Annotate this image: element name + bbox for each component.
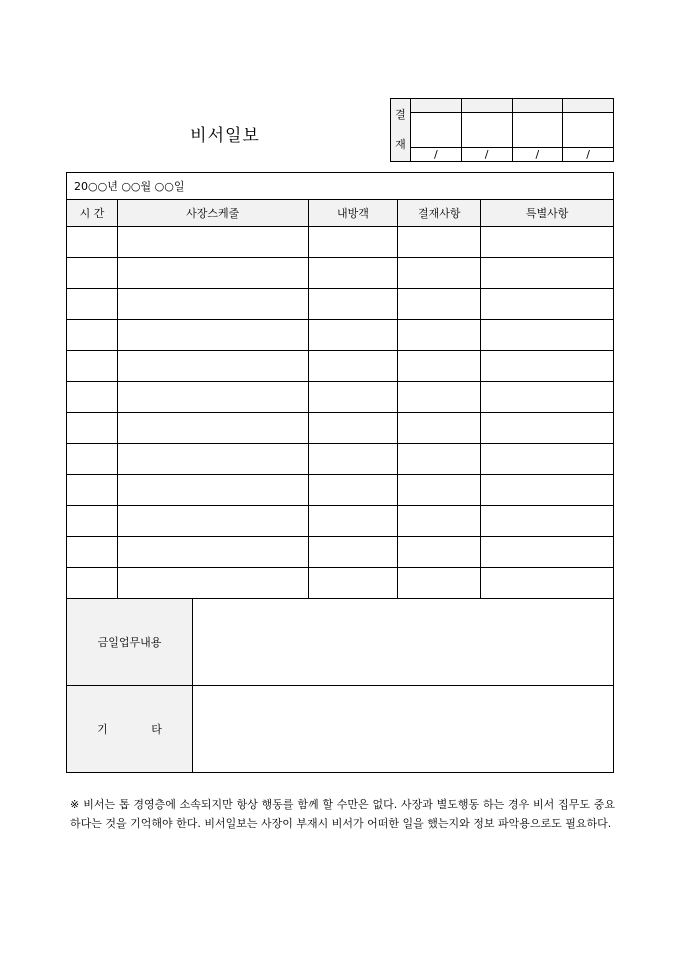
approval-date-2[interactable]: / [461, 148, 512, 162]
time-cell[interactable] [67, 506, 118, 537]
table-row [67, 258, 614, 289]
visitor-cell[interactable] [308, 258, 398, 289]
time-cell[interactable] [67, 568, 118, 599]
table-row [67, 382, 614, 413]
approval-sign-1[interactable] [411, 113, 462, 148]
approval-label-top: 결 [395, 108, 406, 121]
schedule-cell[interactable] [117, 258, 308, 289]
schedule-cell[interactable] [117, 413, 308, 444]
schedule-cell[interactable] [117, 227, 308, 258]
approval-cell[interactable] [398, 382, 481, 413]
schedule-cell[interactable] [117, 506, 308, 537]
note-cell[interactable] [481, 413, 614, 444]
page-title: 비서일보 [190, 126, 260, 146]
approval-sign-2[interactable] [461, 113, 512, 148]
approval-date-1[interactable]: / [411, 148, 462, 162]
note-cell[interactable] [481, 506, 614, 537]
col-time: 시 간 [67, 200, 118, 227]
schedule-cell[interactable] [117, 537, 308, 568]
today-work-label: 금일업무내용 [67, 599, 193, 686]
time-cell[interactable] [67, 444, 118, 475]
time-cell[interactable] [67, 258, 118, 289]
approval-cell[interactable] [398, 537, 481, 568]
approval-box [390, 98, 614, 162]
approval-cell[interactable] [398, 227, 481, 258]
approval-sign-3[interactable] [512, 113, 563, 148]
col-approval-items: 결재사항 [398, 200, 481, 227]
approval-header-2 [461, 99, 512, 113]
bottom-sections [66, 598, 614, 773]
approval-date-3[interactable]: / [512, 148, 563, 162]
approval-cell[interactable] [398, 568, 481, 599]
note-cell[interactable] [481, 289, 614, 320]
approval-cell[interactable] [398, 320, 481, 351]
etc-label: 기 타 [67, 686, 193, 773]
schedule-cell[interactable] [117, 475, 308, 506]
approval-cell[interactable] [398, 444, 481, 475]
table-row [67, 444, 614, 475]
approval-cell[interactable] [398, 475, 481, 506]
schedule-cell[interactable] [117, 320, 308, 351]
schedule-cell[interactable] [117, 382, 308, 413]
note-cell[interactable] [481, 568, 614, 599]
visitor-cell[interactable] [308, 382, 398, 413]
approval-header-1 [411, 99, 462, 113]
etc-field[interactable] [193, 686, 614, 773]
time-cell[interactable] [67, 320, 118, 351]
date-line[interactable]: 20○○년 ○○월 ○○일 [67, 173, 614, 200]
visitor-cell[interactable] [308, 413, 398, 444]
schedule-cell[interactable] [117, 444, 308, 475]
visitor-cell[interactable] [308, 444, 398, 475]
approval-cell[interactable] [398, 413, 481, 444]
time-cell[interactable] [67, 227, 118, 258]
table-row [67, 413, 614, 444]
schedule-cell[interactable] [117, 289, 308, 320]
table-row [67, 289, 614, 320]
table-row [67, 227, 614, 258]
table-header [67, 200, 614, 227]
col-ceo-schedule: 사장스케줄 [117, 200, 308, 227]
footnote: ※ 비서는 톱 경영층에 소속되지만 항상 행동를 함께 할 수만은 없다. 사장과 별도행동 하는 경우 비서 집무도 중요하다는 것을 기억해야 한다. 비서일보는 사장이 부재시 비서가 어떠한 일을 했는지와 정보 파악용으로도 필요하다. [70, 798, 615, 830]
note-cell[interactable] [481, 258, 614, 289]
visitor-cell[interactable] [308, 568, 398, 599]
table-row [67, 537, 614, 568]
approval-date-4[interactable]: / [563, 148, 614, 162]
time-cell[interactable] [67, 537, 118, 568]
approval-cell[interactable] [398, 289, 481, 320]
schedule-cell[interactable] [117, 568, 308, 599]
visitor-cell[interactable] [308, 537, 398, 568]
time-cell[interactable] [67, 413, 118, 444]
time-cell[interactable] [67, 351, 118, 382]
table-row [67, 351, 614, 382]
schedule-table [66, 172, 614, 599]
note-cell[interactable] [481, 351, 614, 382]
note-cell[interactable] [481, 382, 614, 413]
approval-sign-4[interactable] [563, 113, 614, 148]
table-row [67, 320, 614, 351]
visitor-cell[interactable] [308, 320, 398, 351]
visitor-cell[interactable] [308, 475, 398, 506]
time-cell[interactable] [67, 382, 118, 413]
approval-cell[interactable] [398, 506, 481, 537]
visitor-cell[interactable] [308, 289, 398, 320]
note-cell[interactable] [481, 537, 614, 568]
table-row [67, 568, 614, 599]
time-cell[interactable] [67, 289, 118, 320]
approval-header-3 [512, 99, 563, 113]
schedule-cell[interactable] [117, 351, 308, 382]
time-cell[interactable] [67, 475, 118, 506]
visitor-cell[interactable] [308, 227, 398, 258]
note-cell[interactable] [481, 475, 614, 506]
col-special-notes: 특별사항 [481, 200, 614, 227]
approval-label [391, 99, 411, 162]
approval-header-4 [563, 99, 614, 113]
table-row [67, 475, 614, 506]
table-row [67, 506, 614, 537]
approval-label-bottom: 재 [395, 138, 406, 151]
approval-cell[interactable] [398, 351, 481, 382]
approval-cell[interactable] [398, 258, 481, 289]
visitor-cell[interactable] [308, 351, 398, 382]
col-visitors: 내방객 [308, 200, 398, 227]
note-cell[interactable] [481, 444, 614, 475]
visitor-cell[interactable] [308, 506, 398, 537]
note-cell[interactable] [481, 320, 614, 351]
today-work-field[interactable] [193, 599, 614, 686]
note-cell[interactable] [481, 227, 614, 258]
